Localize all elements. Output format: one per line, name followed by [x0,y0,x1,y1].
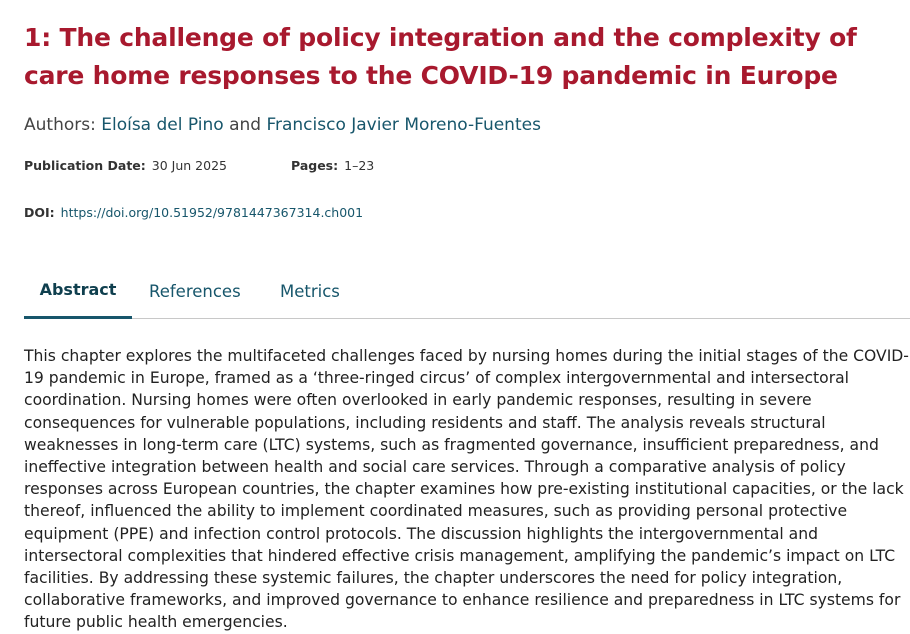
pages-group [291,157,374,175]
authors-line [24,113,541,137]
tab-references[interactable]: References [149,282,241,301]
publication-date-value: 30 Jun 2025 [151,158,227,173]
doi-row [24,204,363,222]
tab-abstract[interactable]: Abstract [24,268,132,319]
author-link-del-pino[interactable]: Eloísa del Pino [101,115,224,135]
publication-meta [24,157,375,175]
publication-date-label: Publication Date: [24,158,146,173]
pages-label: Pages: [291,158,339,173]
authors-label: Authors: [24,115,96,135]
pages-value: 1–23 [344,158,375,173]
tab-metrics[interactable]: Metrics [280,282,340,301]
content-tabs [24,268,910,319]
authors-conjunction: and [229,115,262,135]
chapter-page [24,0,910,634]
chapter-title: 1: The challenge of policy integration and the complexity of care home responses to the COVID-19 pandemic in Europe [24,23,857,90]
abstract-text: This chapter explores the multifaceted challenges faced by nursing homes during the initial stages of the COVID-19 pandemic in Europe, framed as a ‘three-ringed circus’ of complex intergovernmental and intersectoral coordination. Nursing homes were often overlooked in early pandemic responses, resulting in severe consequences for vulnerable populations, including residents and staff. The analysis reveals structural weaknesses in long-term care (LTC) systems, such as fragmented governance, insufficient preparedness, and ineffective integration between health and social care services. Through a comparative analysis of policy responses across European countries, the chapter examines how pre-existing institutional capacities, or the lack thereof, influenced the ability to implement coordinated measures, such as providing personal protective equipment (PPE) and infection control protocols. The discussion highlights the intergovernmental and intersectoral complexities that hindered effective crisis management, amplifying the pandemic’s impact on LTC facilities. By addressing these systemic failures, the chapter underscores the need for policy integration, collaborative frameworks, and improved governance to enhance resilience and preparedness in LTC systems for future public health emergencies. [24,347,909,632]
author-link-moreno-fuentes[interactable]: Francisco Javier Moreno-Fuentes [266,115,541,135]
doi-label: DOI: [24,205,55,220]
doi-link[interactable]: https://doi.org/10.51952/9781447367314.ch001 [60,205,364,220]
